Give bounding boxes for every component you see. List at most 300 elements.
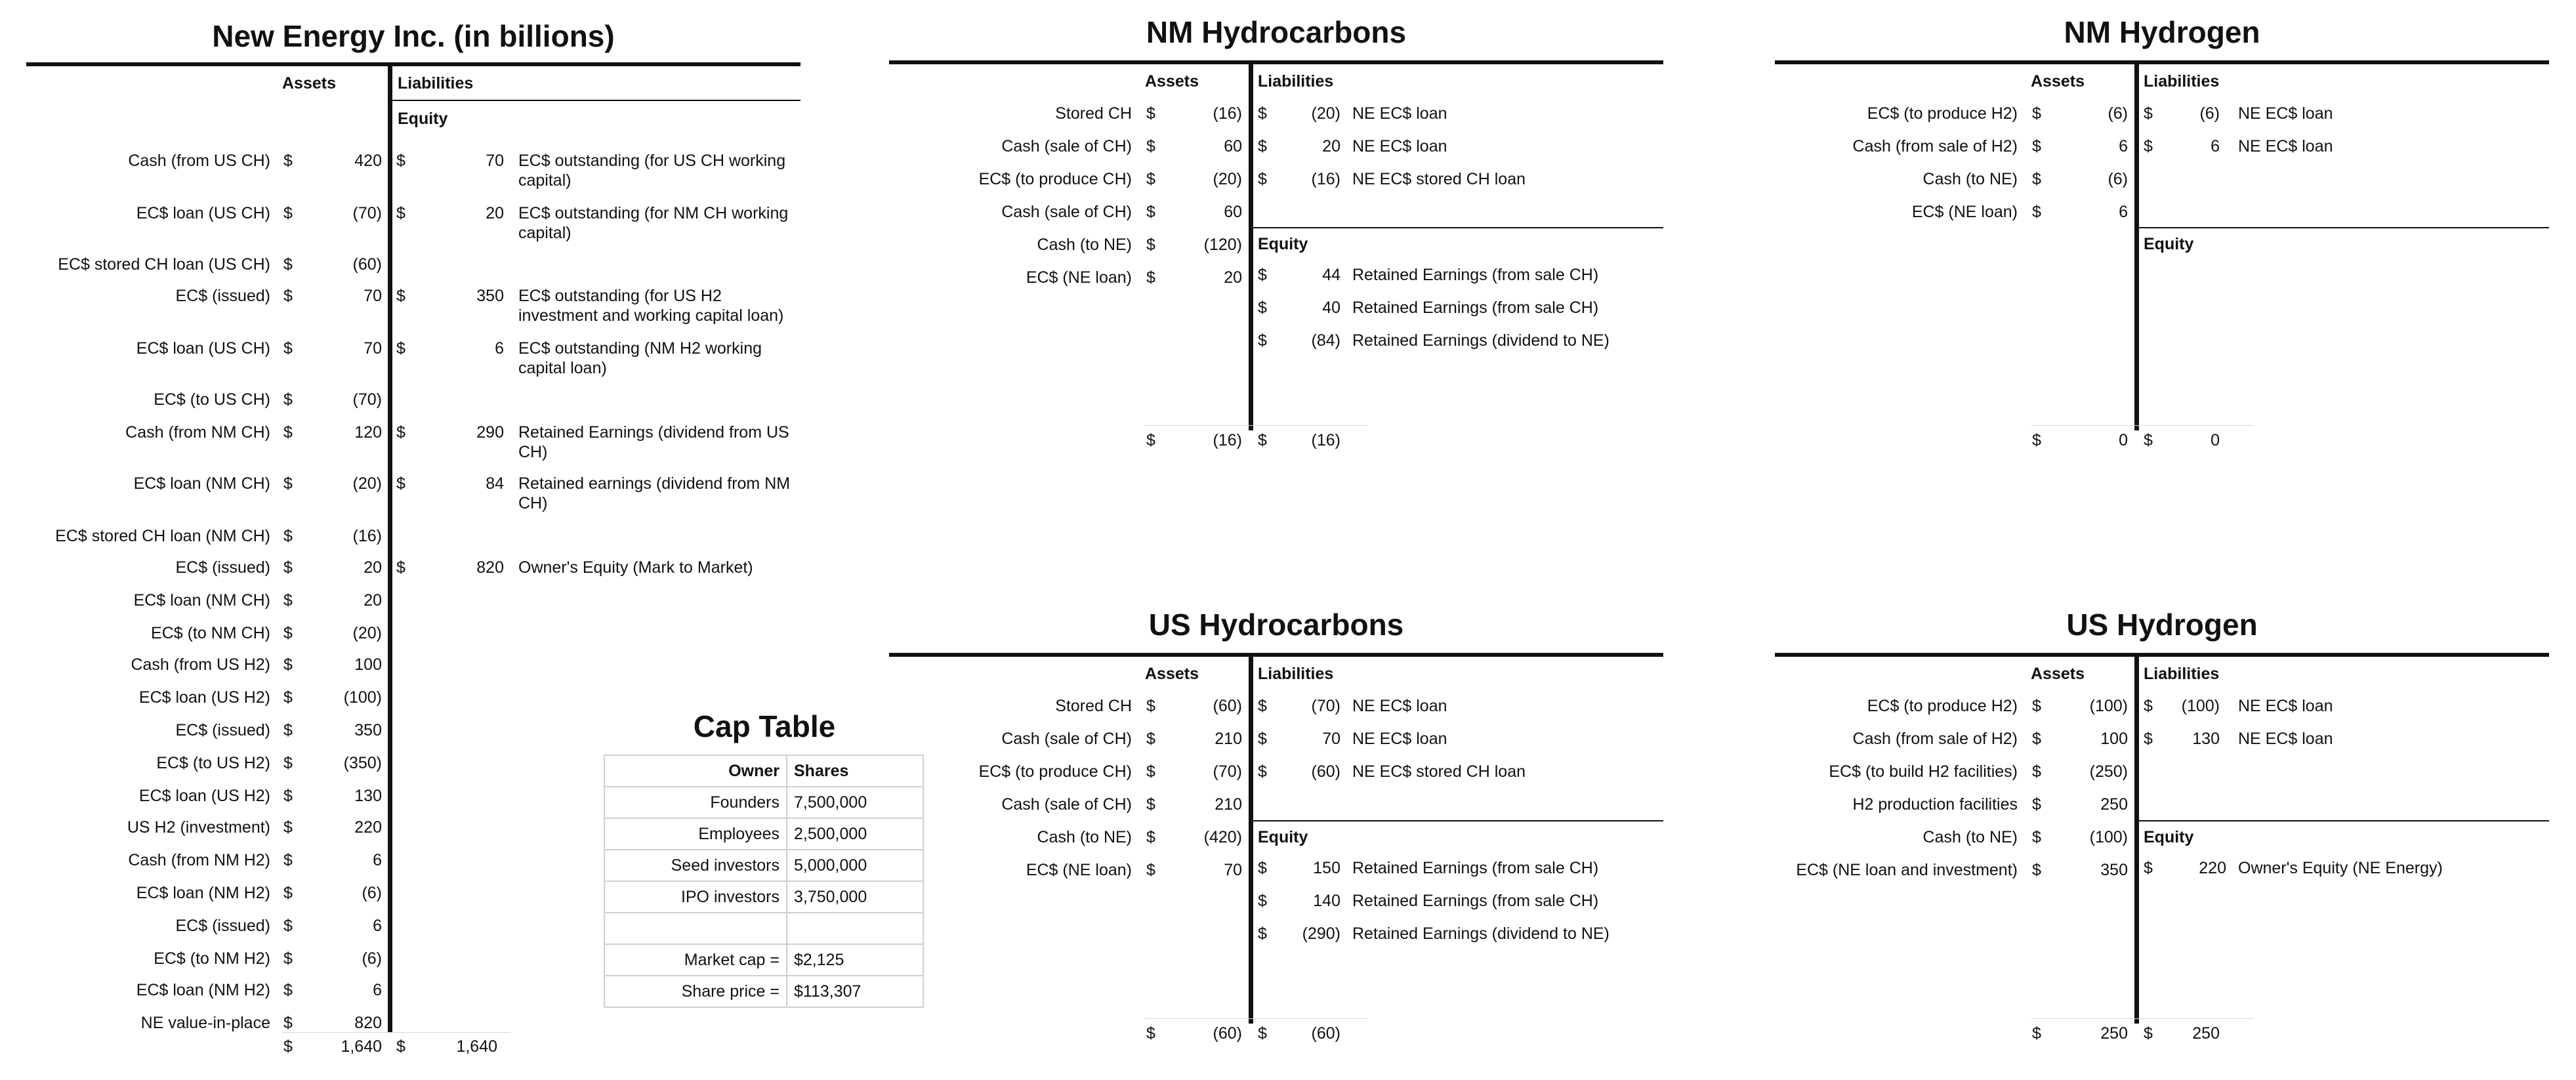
nm-ch-equity-value: 44: [1322, 266, 1340, 284]
us-h2-assets-header: Assets: [2031, 665, 2085, 683]
ne-asset-value: 820: [354, 1014, 382, 1032]
ne-asset-dollar: $: [283, 527, 293, 545]
nm-ch-liability-description: NE EC$ loan: [1352, 104, 1447, 123]
ne-liability-dollar: $: [396, 152, 405, 170]
ne-liability-dollar: $: [396, 339, 405, 358]
cap-table-row: [604, 850, 923, 881]
nm-ch-equity-description: Retained Earnings (dividend to NE): [1352, 331, 1610, 350]
ne-liability-value: 70: [486, 152, 504, 170]
us-ch-total-assets-dollar: $: [1146, 1024, 1155, 1043]
us-ch-assets-header: Assets: [1145, 665, 1199, 683]
ne-asset-label: US H2 (investment): [127, 818, 270, 837]
nm-ch-asset-dollar: $: [1146, 268, 1155, 287]
ne-liability-value: 820: [476, 558, 504, 577]
us-h2-asset-dollar: $: [2032, 861, 2041, 879]
nm-h2-total-rule: [2031, 425, 2254, 426]
ne-asset-value: 6: [373, 917, 382, 935]
us-ch-equity-description: Retained Earnings (dividend to NE): [1352, 924, 1610, 943]
us-h2-asset-dollar: $: [2032, 697, 2041, 715]
us-h2-liability-dollar: $: [2144, 730, 2153, 748]
nm-ch-title: NM Hydrocarbons: [1146, 15, 1407, 49]
ne-asset-label: EC$ stored CH loan (NM CH): [55, 527, 270, 545]
ne-asset-dollar: $: [283, 474, 293, 493]
us-ch-liability-dollar: $: [1258, 762, 1267, 781]
ne-asset-label: EC$ (issued): [175, 558, 270, 577]
us-ch-liability-description: NE EC$ stored CH loan: [1352, 762, 1526, 781]
nm-h2-asset-dollar: $: [2032, 170, 2041, 188]
ne-liability-value: 20: [486, 204, 504, 222]
us-h2-panel: [1775, 592, 2549, 1078]
ne-equity-rule: [392, 100, 800, 101]
ne-liability-description: EC$ outstanding (for US CH working capital): [518, 152, 786, 190]
nm-ch-asset-label: EC$ (to produce CH): [978, 170, 1132, 188]
us-ch-liability-dollar: $: [1258, 697, 1267, 715]
ne-liability-value: 350: [476, 287, 504, 305]
us-h2-liability-description: NE EC$ loan: [2238, 730, 2333, 748]
us-ch-asset-dollar: $: [1146, 861, 1155, 879]
ne-asset-label: NE value-in-place: [140, 1014, 270, 1032]
ne-asset-value: 120: [354, 423, 382, 442]
ne-asset-label: EC$ (issued): [175, 721, 270, 739]
ne-asset-dollar: $: [283, 884, 293, 902]
ne-asset-value: (350): [343, 754, 382, 772]
ne-asset-dollar: $: [283, 204, 293, 222]
nm-h2-asset-label: EC$ (NE loan): [1911, 203, 2018, 221]
nm-ch-total-rule: [1145, 425, 1368, 426]
ne-liability-description: EC$ outstanding (for NM CH working capital): [518, 204, 789, 242]
nm-ch-liability-value: (16): [1311, 170, 1340, 188]
cap-owner-cell: Market cap =: [604, 944, 787, 976]
us-ch-equity-description: Retained Earnings (from sale CH): [1352, 859, 1599, 877]
ne-top-rule: [26, 62, 800, 66]
nm-h2-asset-value: 6: [2119, 137, 2128, 156]
nm-h2-asset-value: 6: [2119, 203, 2128, 221]
ne-asset-label: EC$ loan (NM H2): [136, 884, 270, 902]
ne-asset-label: EC$ stored CH loan (US CH): [58, 255, 270, 274]
nm-ch-equity-header: Equity: [1258, 235, 1308, 253]
ne-equity-header: Equity: [398, 110, 448, 128]
ne-liabilities-header: Liabilities: [398, 74, 474, 93]
ne-liability-dollar: $: [396, 423, 405, 442]
nm-h2-liability-dollar: $: [2144, 104, 2153, 123]
ne-asset-dollar: $: [283, 851, 293, 869]
nm-h2-asset-label: Cash (to NE): [1922, 170, 2018, 188]
us-h2-liability-value: 130: [2192, 730, 2220, 748]
us-h2-asset-label: EC$ (to produce H2): [1867, 697, 2018, 715]
ne-asset-value: (20): [352, 474, 382, 493]
us-h2-equity-rule: [2139, 820, 2549, 821]
ne-asset-value: (6): [362, 884, 382, 902]
ne-asset-dollar: $: [283, 787, 293, 805]
ne-total-rule: [282, 1032, 510, 1033]
us-ch-asset-label: Stored CH: [1055, 697, 1132, 715]
ne-asset-value: (70): [352, 204, 382, 222]
nm-h2-equity-header: Equity: [2144, 235, 2194, 253]
cap-owner-cell: [604, 913, 787, 944]
nm-ch-asset-value: (20): [1213, 170, 1242, 188]
us-ch-asset-label: EC$ (NE loan): [1026, 861, 1132, 879]
nm-h2-asset-label: Cash (from sale of H2): [1852, 137, 2018, 156]
us-ch-total-rule: [1145, 1018, 1368, 1019]
ne-asset-label: EC$ (issued): [175, 287, 270, 305]
ne-asset-value: (16): [352, 527, 382, 545]
ne-asset-dollar: $: [283, 390, 293, 409]
cap-owner-cell: Share price =: [604, 976, 787, 1007]
ne-asset-label: EC$ loan (NM CH): [133, 591, 270, 610]
nm-ch-asset-label: EC$ (NE loan): [1026, 268, 1132, 287]
nm-ch-equity-dollar: $: [1258, 299, 1267, 317]
ne-asset-dollar: $: [283, 255, 293, 274]
ne-asset-dollar: $: [283, 152, 293, 170]
us-ch-asset-value: (60): [1213, 697, 1242, 715]
us-ch-asset-label: EC$ (to produce CH): [978, 762, 1132, 781]
cap-shares-cell: 2,500,000: [787, 818, 923, 850]
nm-h2-liability-value: 6: [2211, 137, 2220, 156]
us-h2-total-assets-dollar: $: [2032, 1024, 2041, 1043]
ne-liability-dollar: $: [396, 287, 405, 305]
ne-asset-dollar: $: [283, 917, 293, 935]
us-h2-equity-dollar: $: [2144, 859, 2153, 877]
nm-ch-liability-value: 20: [1322, 137, 1340, 156]
cap-owner-header: Owner: [604, 755, 787, 787]
nm-h2-t-divider: [2134, 60, 2139, 430]
ne-liability-description: Retained earnings (dividend from NM CH): [518, 474, 791, 512]
ne-asset-dollar: $: [283, 949, 293, 968]
ne-asset-dollar: $: [283, 558, 293, 577]
ne-liability-dollar: $: [396, 474, 405, 493]
nm-ch-total-liabilities-dollar: $: [1258, 431, 1267, 449]
cap-table-body: [604, 787, 923, 1007]
cap-table-row: [604, 818, 923, 850]
ne-liability-value: 290: [476, 423, 504, 442]
ne-asset-value: (20): [352, 624, 382, 642]
nm-h2-asset-label: EC$ (to produce H2): [1867, 104, 2018, 123]
ne-asset-dollar: $: [283, 1014, 293, 1032]
us-h2-asset-label: Cash (to NE): [1922, 828, 2018, 846]
ne-assets-header: Assets: [282, 74, 336, 93]
ne-asset-value: (70): [352, 390, 382, 409]
ne-asset-label: Cash (from US H2): [131, 655, 270, 674]
us-ch-equity-header: Equity: [1258, 828, 1308, 846]
us-ch-asset-dollar: $: [1146, 828, 1155, 846]
ne-asset-value: 220: [354, 818, 382, 837]
ne-asset-label: Cash (from US CH): [128, 152, 270, 170]
nm-h2-equity-rule: [2139, 227, 2549, 228]
ne-liability-dollar: $: [396, 204, 405, 222]
nm-h2-liability-description: NE EC$ loan: [2238, 137, 2333, 156]
ne-t-divider: [388, 62, 392, 1032]
us-ch-equity-description: Retained Earnings (from sale CH): [1352, 892, 1599, 910]
us-ch-liability-description: NE EC$ loan: [1352, 730, 1447, 748]
ne-asset-label: EC$ (to NM CH): [151, 624, 270, 642]
ne-asset-label: EC$ (issued): [175, 917, 270, 935]
us-ch-asset-dollar: $: [1146, 762, 1155, 781]
us-h2-total-liabilities-dollar: $: [2144, 1024, 2153, 1043]
us-h2-asset-label: Cash (from sale of H2): [1852, 730, 2018, 748]
cap-owner-cell: Employees: [604, 818, 787, 850]
us-h2-liability-description: NE EC$ loan: [2238, 697, 2333, 715]
nm-ch-t-divider: [1249, 60, 1253, 430]
us-h2-asset-label: H2 production facilities: [1852, 795, 2018, 814]
ne-liability-description: EC$ outstanding (for US H2 investment and working capital loan): [518, 287, 784, 325]
us-ch-asset-dollar: $: [1146, 730, 1155, 748]
us-h2-asset-value: 100: [2100, 730, 2128, 748]
ne-asset-value: 6: [373, 981, 382, 999]
nm-ch-total-assets-dollar: $: [1146, 431, 1155, 449]
us-ch-asset-value: (70): [1213, 762, 1242, 781]
nm-ch-asset-dollar: $: [1146, 137, 1155, 156]
nm-h2-liability-dollar: $: [2144, 137, 2153, 156]
ne-total-liabilities-dollar: $: [396, 1037, 405, 1056]
nm-ch-liabilities-header: Liabilities: [1258, 72, 1334, 91]
nm-h2-assets-header: Assets: [2031, 72, 2085, 91]
ne-asset-value: 350: [354, 721, 382, 739]
us-ch-liability-description: NE EC$ loan: [1352, 697, 1447, 715]
cap-table-header-row: [604, 755, 923, 787]
us-h2-t-divider: [2134, 653, 2139, 1024]
nm-ch-liability-dollar: $: [1258, 170, 1267, 188]
nm-ch-asset-label: Cash (to NE): [1037, 236, 1132, 254]
us-ch-liability-value: (70): [1311, 697, 1340, 715]
us-h2-total-assets: 250: [2100, 1024, 2128, 1043]
us-h2-asset-label: EC$ (NE loan and investment): [1796, 861, 2018, 879]
ne-asset-value: 130: [354, 787, 382, 805]
ne-asset-dollar: $: [283, 754, 293, 772]
ne-liability-description: EC$ outstanding (NM H2 working capital loan): [518, 339, 762, 377]
cap-shares-cell: 5,000,000: [787, 850, 923, 881]
us-ch-liability-value: 70: [1322, 730, 1340, 748]
us-ch-total-assets: (60): [1213, 1024, 1242, 1043]
nm-h2-title: NM Hydrogen: [2064, 15, 2260, 49]
nm-h2-asset-dollar: $: [2032, 137, 2041, 156]
nm-h2-liabilities-header: Liabilities: [2144, 72, 2220, 91]
ne-asset-label: EC$ loan (NM CH): [133, 474, 270, 493]
us-h2-title: US Hydrogen: [2066, 608, 2258, 642]
ne-asset-dollar: $: [283, 423, 293, 442]
nm-h2-total-liabilities: 0: [2211, 431, 2220, 449]
cap-owner-cell: Founders: [604, 787, 787, 818]
us-ch-liability-value: (60): [1311, 762, 1340, 781]
ne-asset-value: (60): [352, 255, 382, 274]
us-h2-top-rule: [1775, 653, 2549, 657]
us-h2-asset-dollar: $: [2032, 828, 2041, 846]
us-ch-asset-dollar: $: [1146, 697, 1155, 715]
us-ch-total-liabilities: (60): [1311, 1024, 1340, 1043]
nm-h2-total-assets: 0: [2119, 431, 2128, 449]
nm-ch-equity-rule: [1253, 227, 1663, 228]
ne-liability-description: Owner's Equity (Mark to Market): [518, 558, 753, 577]
cap-table-title: Cap Table: [693, 709, 836, 743]
us-h2-asset-dollar: $: [2032, 730, 2041, 748]
nm-ch-equity-value: 40: [1322, 299, 1340, 317]
nm-ch-asset-label: Cash (sale of CH): [1001, 137, 1132, 156]
ne-asset-value: (100): [343, 688, 382, 707]
us-ch-liabilities-header: Liabilities: [1258, 665, 1334, 683]
ne-asset-value: 420: [354, 152, 382, 170]
ne-asset-value: 20: [364, 558, 382, 577]
cap-shares-cell: $113,307: [787, 976, 923, 1007]
nm-ch-liability-value: (20): [1311, 104, 1340, 123]
us-ch-liability-dollar: $: [1258, 730, 1267, 748]
us-ch-total-liabilities-dollar: $: [1258, 1024, 1267, 1043]
us-h2-liability-value: (100): [2181, 697, 2220, 715]
nm-ch-asset-dollar: $: [1146, 170, 1155, 188]
nm-h2-liability-value: (6): [2199, 104, 2220, 123]
cap-table-row: [604, 944, 923, 976]
ne-asset-dollar: $: [283, 624, 293, 642]
ne-total-assets: 1,640: [341, 1037, 382, 1056]
us-h2-total-rule: [2031, 1018, 2254, 1019]
us-ch-asset-value: (420): [1203, 828, 1242, 846]
nm-h2-asset-dollar: $: [2032, 203, 2041, 221]
us-ch-equity-dollar: $: [1258, 924, 1267, 943]
nm-ch-equity-dollar: $: [1258, 266, 1267, 284]
nm-h2-top-rule: [1775, 60, 2549, 64]
ne-title: New Energy Inc. (in billions): [212, 19, 615, 53]
nm-h2-asset-value: (6): [2108, 170, 2128, 188]
nm-ch-asset-dollar: $: [1146, 203, 1155, 221]
us-h2-asset-value: (100): [2089, 697, 2128, 715]
ne-asset-dollar: $: [283, 591, 293, 610]
nm-ch-asset-dollar: $: [1146, 236, 1155, 254]
nm-ch-liability-description: NE EC$ stored CH loan: [1352, 170, 1526, 188]
cap-owner-cell: Seed investors: [604, 850, 787, 881]
nm-ch-asset-value: 20: [1224, 268, 1242, 287]
ne-asset-dollar: $: [283, 287, 293, 305]
nm-ch-asset-label: Cash (sale of CH): [1001, 203, 1132, 221]
nm-ch-liability-description: NE EC$ loan: [1352, 137, 1447, 156]
nm-ch-top-rule: [889, 60, 1663, 64]
ne-asset-value: 70: [364, 287, 382, 305]
nm-ch-total-assets: (16): [1213, 431, 1242, 449]
us-ch-asset-value: 70: [1224, 861, 1242, 879]
nm-ch-asset-dollar: $: [1146, 104, 1155, 123]
us-ch-asset-value: 210: [1215, 730, 1242, 748]
ne-asset-label: EC$ loan (US CH): [136, 204, 270, 222]
us-ch-equity-value: (290): [1302, 924, 1340, 943]
cap-shares-cell: $2,125: [787, 944, 923, 976]
cap-shares-header: Shares: [787, 755, 923, 787]
us-h2-equity-value: 220: [2199, 859, 2226, 877]
nm-ch-equity-description: Retained Earnings (from sale CH): [1352, 299, 1599, 317]
ne-liability-value: 84: [486, 474, 504, 493]
nm-h2-asset-value: (6): [2108, 104, 2128, 123]
ne-asset-dollar: $: [283, 339, 293, 358]
us-ch-asset-dollar: $: [1146, 795, 1155, 814]
us-h2-asset-label: EC$ (to build H2 facilities): [1829, 762, 2018, 781]
ne-asset-dollar: $: [283, 721, 293, 739]
us-h2-asset-value: (250): [2089, 762, 2128, 781]
nm-ch-assets-header: Assets: [1145, 72, 1199, 91]
us-h2-total-liabilities: 250: [2192, 1024, 2220, 1043]
nm-ch-liability-dollar: $: [1258, 137, 1267, 156]
ne-asset-value: (6): [362, 949, 382, 968]
cap-shares-cell: 7,500,000: [787, 787, 923, 818]
nm-ch-equity-description: Retained Earnings (from sale CH): [1352, 266, 1599, 284]
us-h2-asset-value: 350: [2100, 861, 2128, 879]
us-ch-top-rule: [889, 653, 1663, 657]
ne-asset-value: 100: [354, 655, 382, 674]
cap-shares-cell: 3,750,000: [787, 881, 923, 913]
us-h2-asset-value: (100): [2089, 828, 2128, 846]
nm-h2-liability-description: NE EC$ loan: [2238, 104, 2333, 123]
nm-ch-panel: [889, 0, 1663, 512]
cap-table-row: [604, 787, 923, 818]
ne-asset-label: EC$ (to US H2): [156, 754, 270, 772]
ne-asset-label: Cash (from NM H2): [128, 851, 270, 869]
us-h2-asset-value: 250: [2100, 795, 2128, 814]
us-ch-panel: [889, 592, 1663, 1078]
us-ch-asset-value: 210: [1215, 795, 1242, 814]
us-h2-asset-dollar: $: [2032, 795, 2041, 814]
us-ch-equity-dollar: $: [1258, 892, 1267, 910]
nm-ch-asset-value: (120): [1203, 236, 1242, 254]
ne-asset-label: EC$ loan (US CH): [136, 339, 270, 358]
ne-total-assets-dollar: $: [283, 1037, 293, 1056]
ne-asset-value: 70: [364, 339, 382, 358]
cap-table-row: [604, 976, 923, 1007]
ne-asset-label: EC$ loan (US H2): [138, 688, 270, 707]
nm-h2-asset-dollar: $: [2032, 104, 2041, 123]
ne-liability-description: Retained Earnings (dividend from US CH): [518, 423, 789, 461]
cap-table-row: [604, 881, 923, 913]
us-ch-t-divider: [1249, 653, 1253, 1024]
us-ch-equity-value: 140: [1313, 892, 1340, 910]
us-ch-title: US Hydrocarbons: [1148, 608, 1404, 642]
us-ch-asset-label: Cash (sale of CH): [1001, 730, 1132, 748]
nm-h2-total-liabilities-dollar: $: [2144, 431, 2153, 449]
us-h2-liabilities-header: Liabilities: [2144, 665, 2220, 683]
ne-asset-value: 6: [373, 851, 382, 869]
us-ch-asset-label: Cash (to NE): [1037, 828, 1132, 846]
us-h2-liability-dollar: $: [2144, 697, 2153, 715]
nm-ch-asset-value: (16): [1213, 104, 1242, 123]
nm-ch-asset-value: 60: [1224, 203, 1242, 221]
nm-ch-asset-label: Stored CH: [1055, 104, 1132, 123]
cap-table-row: [604, 913, 923, 944]
us-ch-equity-value: 150: [1313, 859, 1340, 877]
ne-asset-dollar: $: [283, 688, 293, 707]
us-ch-equity-dollar: $: [1258, 859, 1267, 877]
nm-ch-asset-value: 60: [1224, 137, 1242, 156]
nm-h2-panel: [1775, 0, 2549, 512]
us-ch-asset-label: Cash (sale of CH): [1001, 795, 1132, 814]
us-h2-equity-header: Equity: [2144, 828, 2194, 846]
ne-asset-label: EC$ loan (NM H2): [136, 981, 270, 999]
ne-asset-value: 20: [364, 591, 382, 610]
ne-asset-dollar: $: [283, 981, 293, 999]
us-h2-asset-dollar: $: [2032, 762, 2041, 781]
ne-liability-value: 6: [495, 339, 504, 358]
nm-ch-liability-dollar: $: [1258, 104, 1267, 123]
ne-asset-label: EC$ loan (US H2): [138, 787, 270, 805]
ne-asset-label: EC$ (to NM H2): [154, 949, 270, 968]
nm-ch-total-liabilities: (16): [1311, 431, 1340, 449]
cap-owner-cell: IPO investors: [604, 881, 787, 913]
ne-liability-dollar: $: [396, 558, 405, 577]
us-ch-equity-rule: [1253, 820, 1663, 821]
ne-total-liabilities: 1,640: [456, 1037, 497, 1056]
nm-ch-equity-dollar: $: [1258, 331, 1267, 350]
us-h2-equity-description: Owner's Equity (NE Energy): [2238, 859, 2443, 877]
nm-h2-total-assets-dollar: $: [2032, 431, 2041, 449]
ne-asset-label: Cash (from NM CH): [125, 423, 270, 442]
nm-ch-equity-value: (84): [1311, 331, 1340, 350]
ne-asset-label: EC$ (to US CH): [154, 390, 270, 409]
cap-table: [604, 755, 924, 1008]
ne-asset-dollar: $: [283, 818, 293, 837]
ne-asset-dollar: $: [283, 655, 293, 674]
